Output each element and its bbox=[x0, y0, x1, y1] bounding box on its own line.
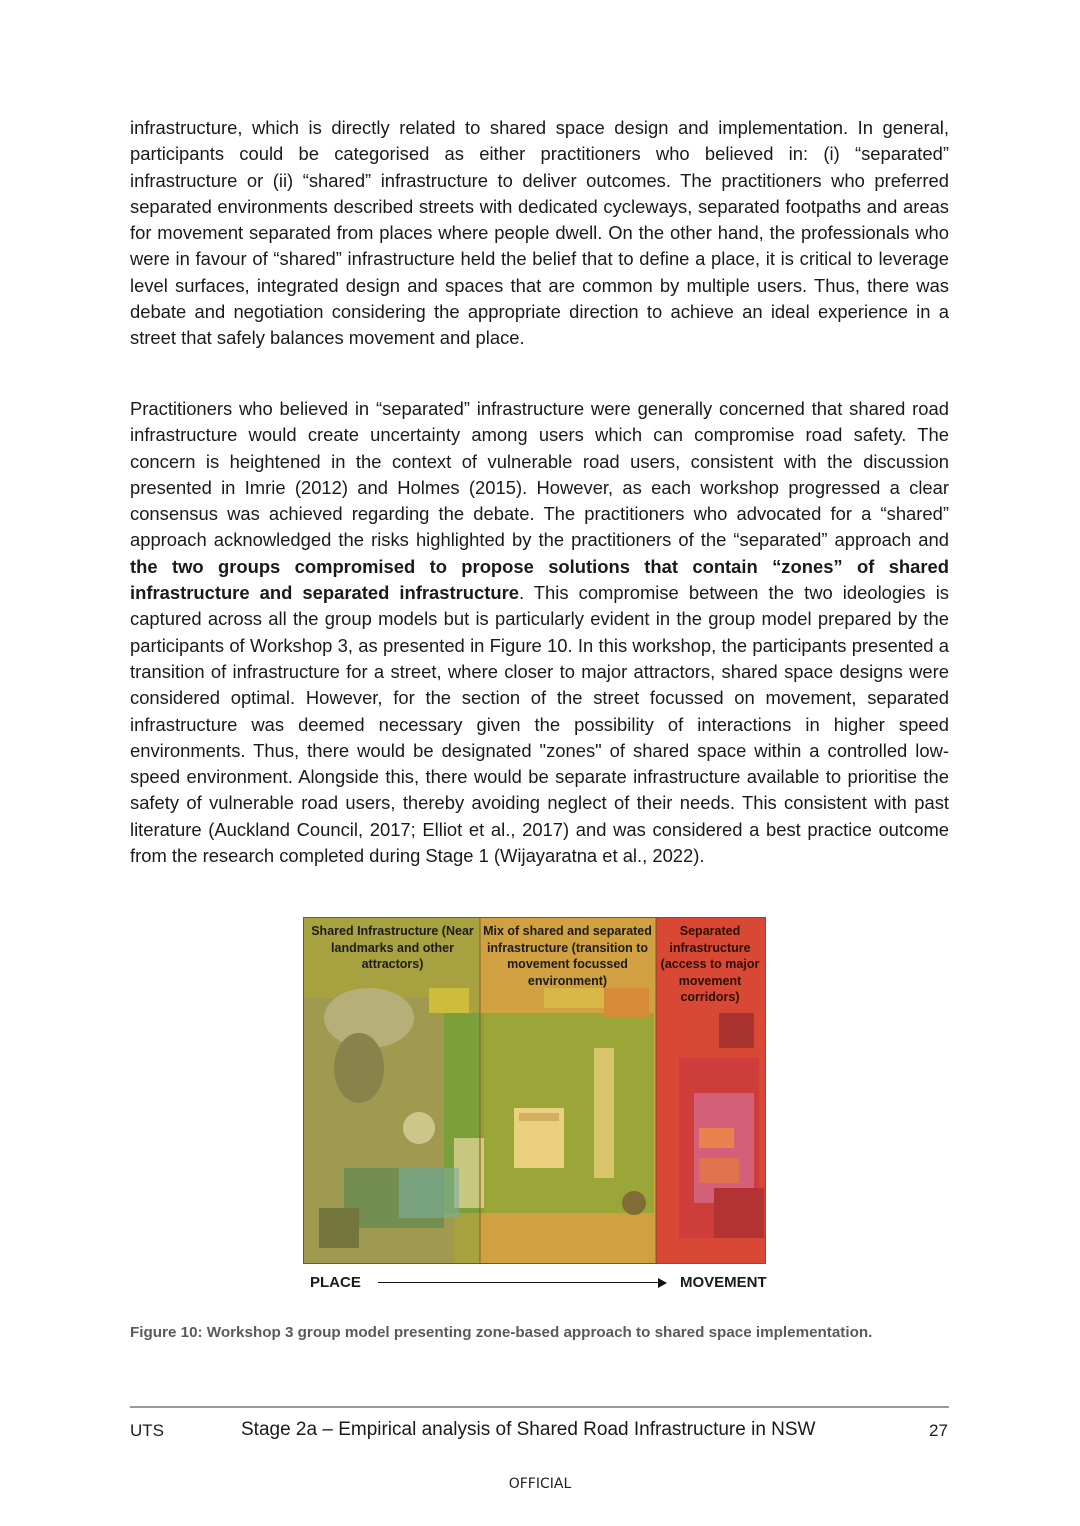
body-paragraph-2 bbox=[130, 396, 949, 869]
zone-label-separated: Separated infrastructure (access to major movement corridors) bbox=[660, 924, 760, 1004]
footer-divider bbox=[130, 1406, 949, 1408]
place-movement-axis bbox=[303, 1272, 773, 1294]
zone-label-mixed: Mix of shared and separated infrastructure (transition to movement focussed environment) bbox=[483, 924, 652, 988]
paragraph-2-bold-key-finding: the two groups compromised to propose solutions that contain “zones” of shared infrastructure and separated infrastructure bbox=[130, 555, 949, 604]
figure-caption: Figure 10: Workshop 3 group model presenting zone-based approach to shared space implementation. bbox=[130, 1324, 873, 1341]
axis-arrow-line bbox=[378, 1282, 663, 1283]
axis-label-movement: MOVEMENT bbox=[680, 1274, 767, 1291]
zone-label-shared: Shared Infrastructure (Near landmarks and other attractors) bbox=[311, 924, 474, 971]
paragraph-2-part-b: . This compromise between the two ideologies is captured across all the group models but is particularly evident in the group model prepared by the participants of Workshop 3, as presented in Figure 10. In this workshop, the participants presented a transition of infrastructure for a street, where closer to major attractors, shared space designs were considered optimal. However, for the section of the street focussed on movement, separated infrastructure was deemed necessary given the possibility of interactions in higher speed environments. Thus, there would be designated "zones" of shared space within a controlled low-speed environment. Alongside this, there would be separate infrastructure available to prioritise the safety of vulnerable road users, thereby avoiding neglect of their needs. This consistent with past literature (Auckland Council, 2017; Elliot et al., 2017) and was considered a best practice outcome from the research completed during Stage 1 (Wijayaratna et al., 2022). bbox=[130, 582, 949, 867]
page-number: 27 bbox=[929, 1421, 948, 1440]
axis-label-place: PLACE bbox=[310, 1274, 361, 1291]
classification-label: OFFICIAL bbox=[508, 1476, 572, 1492]
paragraph-2-part-a: Practitioners who believed in “separated” infrastructure were generally concerned that shared road infrastructure would create uncertainty among users which can compromise road safety. The concern is heightened in the context of vulnerable road users, consistent with the discussion presented in Imrie (2012) and Holmes (2015). However, as each workshop progressed a clear consensus was achieved regarding the debate. The practitioners who advocated for a “shared” approach acknowledged the risks highlighted by the practitioners of the “separated” approach and bbox=[130, 398, 949, 551]
arrow-right-icon bbox=[658, 1278, 667, 1288]
footer-report-title: Stage 2a – Empirical analysis of Shared Road Infrastructure in NSW bbox=[241, 1419, 816, 1440]
body-paragraph-1: infrastructure, which is directly related to shared space design and implementation. In general, participants could be categorised as either practitioners who believed in: (i) “separated” infrastructure or (ii) “shared” infrastructure to deliver outcomes. The practitioners who preferred separated environments described streets with dedicated cycleways, separated footpaths and areas for movement separated from places where people dwell. On the other hand, the professionals who were in favour of “shared” infrastructure held the belief that to define a place, it is critical to leverage level surfaces, integrated design and spaces that are common by multiple users. Thus, there was debate and negotiation considering the appropriate direction to achieve an ideal experience in a street that safely balances movement and place. bbox=[130, 117, 949, 349]
footer-organisation: UTS bbox=[130, 1421, 164, 1440]
figure-workshop-model-photo bbox=[303, 917, 766, 1264]
